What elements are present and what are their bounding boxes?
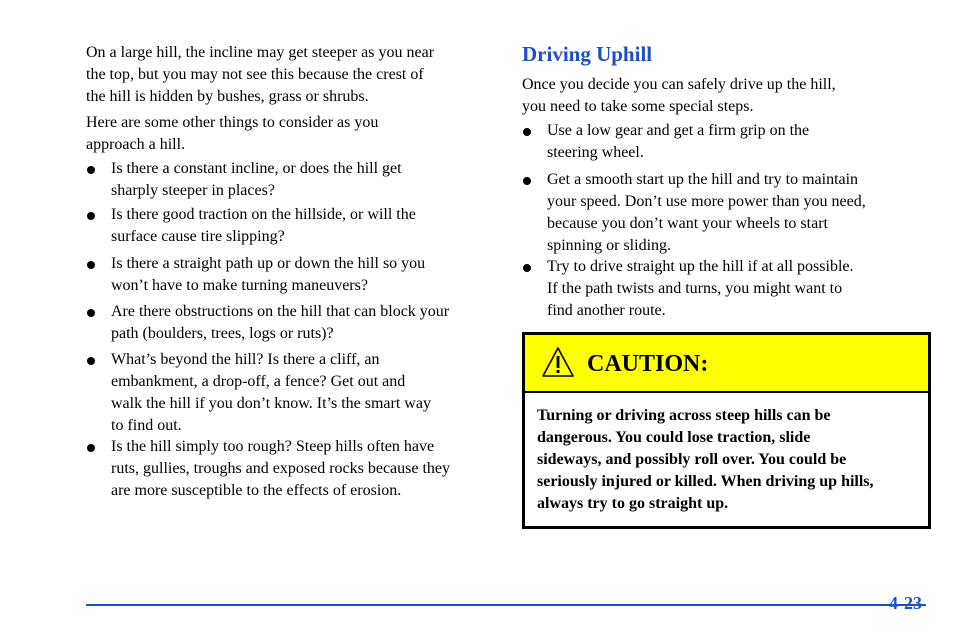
right-intro-paragraph: Once you decide you can safely drive up the hill, you need to take some special steps. <box>522 76 836 115</box>
bullet-icon <box>87 357 95 365</box>
bullet-icon <box>523 128 531 136</box>
caution-header <box>525 335 928 393</box>
page-number: 4-23 <box>889 593 922 613</box>
bullet-icon <box>87 261 95 269</box>
bullet-icon <box>87 444 95 452</box>
bullet-icon <box>87 309 95 317</box>
bullet-icon <box>87 212 95 220</box>
left-lead-paragraph: Here are some other things to consider as you approach a hill. <box>86 114 379 153</box>
warning-icon <box>541 345 575 379</box>
section-heading: Driving Uphill <box>522 42 653 66</box>
caution-text: Turning or driving across steep hills can be dangerous. You could lose traction, slide sideways, and possibly roll over. You could be seriously injured or killed. When driving up hills, always try to go straight up. <box>537 407 874 512</box>
caution-box <box>522 332 931 529</box>
left-intro-paragraph: On a large hill, the incline may get steeper as you near the top, but you may not see this because the crest of the hill is hidden by bushes, grass or shrubs. <box>86 44 435 105</box>
bullet-icon <box>523 264 531 272</box>
bullet-icon <box>523 177 531 185</box>
footer-rule <box>86 604 926 606</box>
caution-title: CAUTION: <box>587 351 709 377</box>
bullet-icon <box>87 166 95 174</box>
